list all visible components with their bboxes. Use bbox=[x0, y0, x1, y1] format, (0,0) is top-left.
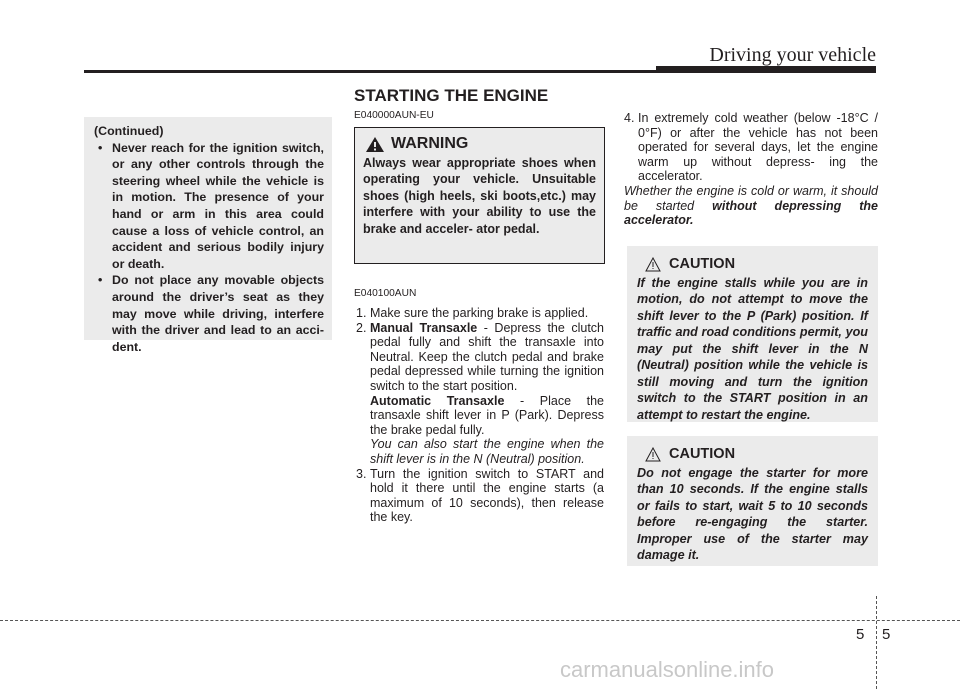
start-note-text: Whether the engine is cold or warm, it should be started bbox=[624, 183, 878, 213]
section-code: E040000AUN-EU bbox=[354, 110, 434, 121]
header-title: Driving your vehicle bbox=[709, 44, 876, 66]
footer-divider bbox=[876, 596, 877, 689]
warning-triangle-icon bbox=[365, 136, 385, 153]
watermark: carmanualsonline.info bbox=[560, 657, 775, 682]
caution-triangle-icon bbox=[645, 257, 661, 272]
step-2-note: You can also start the engine when the shift lever is in the N (Neutral) position. bbox=[370, 437, 604, 466]
step-2-automatic bbox=[356, 394, 604, 438]
procedure-steps bbox=[356, 306, 604, 525]
warning-title: WARNING bbox=[391, 135, 469, 153]
continued-heading: (Continued) bbox=[94, 124, 164, 138]
step-text: Make sure the parking brake is applied. bbox=[370, 306, 589, 320]
step-3 bbox=[356, 467, 604, 525]
continued-bullet-text: Do not place any movable objects around the driver’s seat as they may move while driving, interfere with the driver and lead to an acci- dent. bbox=[112, 273, 324, 354]
chapter-number: 5 bbox=[856, 626, 865, 643]
step-1 bbox=[356, 306, 604, 321]
step-text: - Place the transaxle shift lever in P (Park). Depress the brake pedal fully. bbox=[370, 393, 604, 437]
header-rule-accent bbox=[656, 66, 876, 73]
caution-box-stall bbox=[627, 246, 878, 422]
caution-title: CAUTION bbox=[669, 256, 736, 272]
warning-text: Always wear appropriate shoes when operating your vehicle. Unsuitable shoes (high heels, ski boots,etc.) may interfere with your ability to use the brake and acceler- ator pedal. bbox=[363, 156, 596, 236]
automatic-transaxle-label: Automatic Transaxle bbox=[370, 393, 505, 408]
right-column bbox=[624, 111, 878, 228]
section-title: STARTING THE ENGINE bbox=[354, 86, 549, 105]
caution-text: If the engine stalls while you are in motion, do not attempt to move the shift lever to the P (Park) position. If traffic and road conditions permit, you may put the shift lever in the N (Neutral) position while the vehicle is still moving and turn the ignition switch to the START position in an attempt to restart the engine. bbox=[637, 275, 868, 422]
step-text: Turn the ignition switch to START and hold it there until the engine starts (a maximum of 10 seconds), then release the key. bbox=[370, 466, 604, 525]
start-note bbox=[624, 184, 878, 228]
caution-title: CAUTION bbox=[669, 446, 736, 462]
continued-bullet: • Never reach for the ignition switch, or any other controls through the steering wheel while the vehicle is in motion. The presence of your hand or arm in this area could cause a loss of vehicle control, an accident and serious bodily injury or death. bbox=[98, 140, 324, 271]
warning-box bbox=[354, 127, 605, 264]
caution-box-starter bbox=[627, 436, 878, 566]
manual-transaxle-label: Manual Transaxle bbox=[370, 320, 478, 335]
caution-triangle-icon bbox=[645, 447, 661, 462]
step-text: - Depress the clutch pedal fully and shift the transaxle into Neutral. Keep the clutch pedal and brake pedal depressed while turning the ignition switch to the start position. bbox=[370, 320, 604, 393]
step-2 bbox=[356, 321, 604, 394]
step-number: 4. bbox=[624, 111, 635, 125]
continued-bullet: • Do not place any movable objects around the driver’s seat as they may move while driving, interfere with the driver and lead to an acci- dent. bbox=[98, 273, 324, 354]
continued-box bbox=[84, 117, 332, 354]
footer-rule bbox=[0, 620, 960, 621]
step-number: 3. bbox=[356, 466, 367, 481]
step-number: 1. bbox=[356, 306, 367, 320]
step-4 bbox=[624, 111, 878, 184]
step-text: In extremely cold weather (below -18°C / 0°F) or after the vehicle has not been operated for several days, let the engine warm up without depress- ing the accelerator. bbox=[638, 111, 878, 184]
continued-bullet-text: Never reach for the ignition switch, or any other controls through the steering wheel while the vehicle is in motion. The presence of your hand or arm in this area could cause a loss of vehicle control, an accident and serious bodily injury or death. bbox=[112, 140, 324, 271]
step-number: 2. bbox=[356, 320, 367, 335]
procedure-code: E040100AUN bbox=[354, 288, 417, 299]
page-number: 5 bbox=[882, 626, 891, 643]
start-note-emphasis: without depressing the accelerator. bbox=[624, 198, 878, 228]
caution-text: Do not engage the starter for more than 10 seconds. If the engine stalls or fails to start, wait 5 to 10 seconds before re-engaging the starter. Improper use of the starter may damage it. bbox=[637, 465, 868, 562]
